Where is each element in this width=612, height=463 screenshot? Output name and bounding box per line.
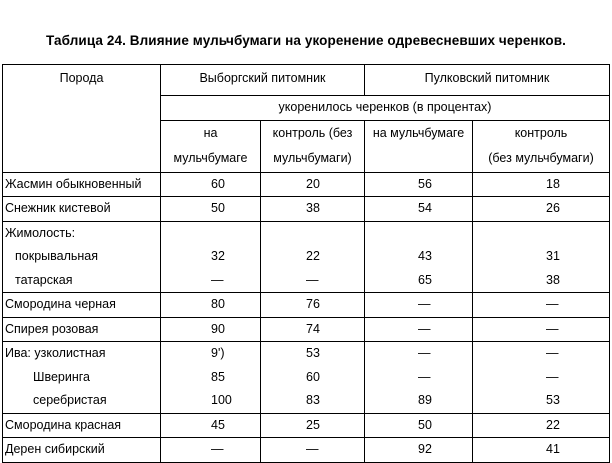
cell-value: — [211,272,224,287]
cell-value: 31 [546,249,560,263]
table-row [3,221,610,293]
table-row [3,293,610,318]
cell-value: 50 [211,201,225,215]
header-col-4: контроль (без мульчбумаги) [473,120,610,172]
cell-value: 20 [306,176,320,191]
cell-value: 25 [306,417,320,432]
cell-value: 100 [211,393,232,407]
cell-value: 22 [306,249,320,263]
breed-name: Ива: узколистная Шверинга серебристая [3,342,161,414]
cell-value: 92 [418,442,432,456]
cell-value: 76 [306,297,320,311]
cell-value: — [306,272,319,287]
data-table [2,64,610,463]
table-row [3,172,610,197]
breed-name: Смородина черная [3,293,161,318]
cell-value: — [546,346,559,360]
header-site-pulkovo: Пулковский питомник [365,65,610,96]
cell-value: 18 [546,176,560,191]
cell-value: — [211,442,224,456]
cell-value: 90 [211,321,225,336]
cell-value: 83 [306,393,320,407]
breed-name: Дерен сибирский [3,438,161,463]
cell-value: 74 [306,321,320,336]
cell-value: 80 [211,297,225,311]
header-site-vyborg: Выборгский питомник [161,65,365,96]
cell-value: — [546,321,559,336]
table-row [3,342,610,414]
cell-value: 60 [211,176,225,191]
cell-value: — [546,369,559,384]
cell-value: 38 [546,272,560,287]
cell-value: 22 [546,417,560,432]
header-rooted-percent: укоренилось черенков (в процентах) [161,96,610,121]
cell-value: — [306,442,319,456]
breed-name: Смородина красная [3,413,161,438]
cell-value: 26 [546,201,560,215]
breed-name: Жимолость: покрывальная татарская [3,221,161,293]
table-row [3,317,610,342]
cell-value: — [546,297,559,311]
cell-value: — [418,369,431,384]
breed-name: Снежник кистевой [3,197,161,222]
cell-value: 38 [306,201,320,215]
table-row [3,197,610,222]
cell-value: 60 [306,369,320,384]
cell-value: 32 [211,249,225,263]
table-title: Таблица 24. Влияние мульчбумаги на укоренение одревесневших черенков. [46,33,566,48]
header-breed: Порода [3,65,161,173]
cell-value: 43 [418,249,432,263]
cell-value: 56 [418,176,432,191]
cell-value: 54 [418,201,432,215]
cell-value: 89 [418,393,432,407]
header-col-3: на мульчбумаге [365,120,473,172]
cell-value: 9') [211,346,225,360]
table-row [3,438,610,463]
cell-value: 53 [546,393,560,407]
cell-value: 53 [306,346,320,360]
cell-value: 45 [211,417,225,432]
breed-name: Спирея розовая [3,317,161,342]
header-col-1: на мульчбумаге [161,120,261,172]
cell-value: — [418,297,431,311]
cell-value: 50 [418,417,432,432]
cell-value: — [418,346,431,360]
cell-value: 65 [418,272,432,287]
cell-value: 41 [546,442,560,456]
breed-name: Жасмин обыкновенный [3,172,161,197]
table-row [3,413,610,438]
cell-value: — [418,321,431,336]
header-col-2: контроль (без мульчбумаги) [261,120,365,172]
cell-value: 85 [211,369,225,384]
